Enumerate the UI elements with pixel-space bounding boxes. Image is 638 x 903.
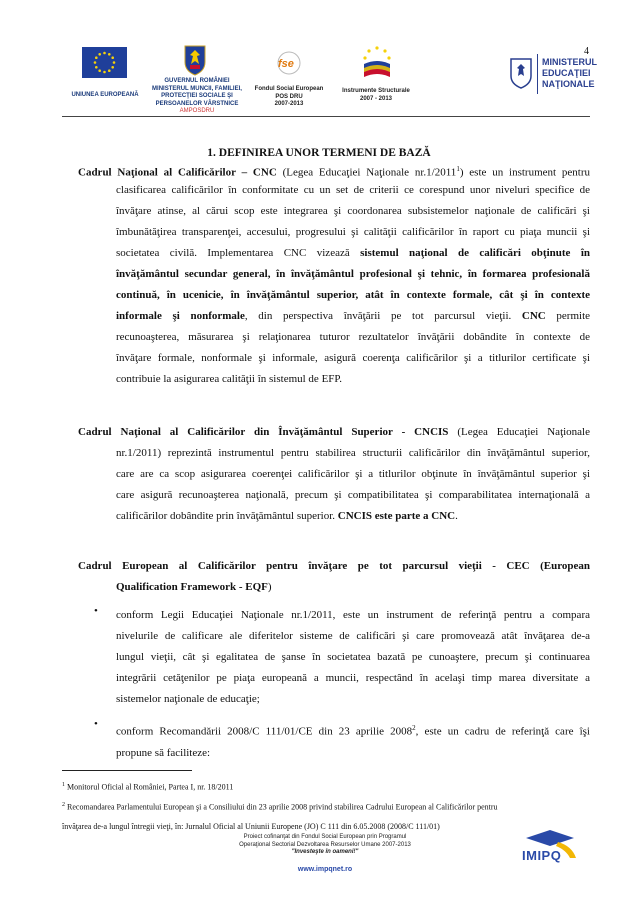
ministry-crest-logo <box>508 56 534 90</box>
cncis-line: care asigură recunoaşterea naţională, precum şi compatibilitatea şi comparabilitatea internaţională a <box>116 489 590 501</box>
cncis-lead-text: (Legea Educaţiei Naţionale <box>448 426 590 438</box>
bullet-line: conform Recomandării 2008/C 111/01/CE din 23 aprilie 2008$^2$, este un cadru de referinţă care îşi <box>116 724 590 738</box>
eu-flag-logo <box>82 47 127 78</box>
gov-line-4: PERSOANELOR VÂRSTNICE <box>155 100 239 107</box>
bullet-line: sistemelor naţionale de educaţie; <box>116 693 260 705</box>
fse-line-1: Fondul Social European <box>254 86 324 92</box>
is-line-2: 2007 - 2013 <box>359 95 393 102</box>
footnote-num: 2 <box>62 802 65 808</box>
ministry-label <box>542 57 597 90</box>
footer-line-2: Operaţional Sectorial Dezvoltarea Resurselor Umane 2007-2013 <box>239 841 411 848</box>
footnote-ref-2: 2 <box>412 724 416 732</box>
cnc-line: învăţare formale, nonformale şi informale, asigură coerenţa calificărilor şi a titlurilor certificate şi <box>116 352 590 364</box>
gov-line-3: PROTECŢIEI SOCIALE ŞI <box>161 93 233 99</box>
gov-line-2: MINISTERUL MUNCII, FAMILIEI, <box>152 85 242 92</box>
footnote-2: $^2$ Recomandarea Parlamentului European şi a Consiliului din 23 aprilie 2008 privind stabilirea Cadrului European al Calificărilor pentru învăţarea de-a lungul întregii vieţi, în: Jurnalul Oficial al Uniunii Europene (JO) C 111 din 6.05.2008 (2008/C 111/01) <box>62 802 498 831</box>
fse-line-2: POS DRU <box>275 93 303 100</box>
bullet-line: propune să faciliteze: <box>116 746 211 759</box>
cnc-line: învăţare atinse, al cărui scop este integrarea şi coordonarea subsistemelor naţionale de calificări şi <box>116 205 590 217</box>
page-number: 4 <box>584 46 589 57</box>
gov-sub: AMPOSDRU <box>179 108 215 114</box>
cnc-term: Cadrul Naţional al Calificărilor – CNC <box>78 166 277 179</box>
cnc-line: societatea civilă. Implementarea CNC vizează sistemul naţional de calificări obţinute în <box>116 247 590 259</box>
header-rule <box>62 116 590 117</box>
gov-line-1: GUVERNUL ROMÂNIEI <box>164 78 230 84</box>
cnc-line: îmbunătăţirea transparenţei, accesului, progresului şi calităţii calificărilor în raport cu piaţa muncii şi <box>116 226 590 238</box>
footer-url[interactable]: www.impqnet.ro <box>297 866 353 873</box>
cncis-definition <box>116 443 590 527</box>
footer-slogan: "Investeşte în oameni!" <box>291 849 359 855</box>
bullet-icon: • <box>94 718 98 730</box>
ministry-line-1: MINISTERUL <box>542 57 597 67</box>
footnote-1: $^1$ Monitorul Oficial al României, Partea I, nr. 18/2011 <box>62 782 234 792</box>
imipq-logo-text: IMIPQ <box>522 848 562 863</box>
footnote-num: 1 <box>62 782 65 788</box>
bullet-line: conform Legii Educaţiei Naţionale nr.1/2011, este un instrument de referinţă pentru a compara <box>116 609 590 621</box>
cnc-line: învăţământul secundar general, în învăţământul profesional şi tehnic, în formarea profesională <box>116 268 590 280</box>
cec-bullet-1 <box>116 605 590 710</box>
is-line-1: Instrumente Structurale <box>342 88 410 94</box>
svg-text:fse: fse <box>278 58 294 70</box>
fse-line-3: 2007-2013 <box>274 101 304 107</box>
cnc-line: clasificarea calificărilor în conformitate cu un set de criterii ce corespund unor niveluri specifice de <box>116 184 590 196</box>
cncis-line: care are ca scop asigurarea coerenţei calificărilor şi a titlurilor obţinute în învăţământul superior şi <box>116 468 590 480</box>
cnc-line: contribuie la asigurarea calităţii în sistemul de EFP. <box>116 373 343 385</box>
cnc-line: recunoaşterea, măsurarea şi relaţionarea tuturor rezultatelor învăţării dobândite în contexte de <box>116 331 590 343</box>
cec-lead <box>78 556 590 577</box>
cncis-lead <box>78 422 590 443</box>
bullet-line: integrării cetăţenilor pe piaţa europeană a muncii, respectând în acelaşi timp marea diversitate a <box>116 672 590 684</box>
coat-of-arms-logo <box>182 44 208 76</box>
cec-term: Cadrul European al Calificărilor pentru învăţare pe tot parcursul vieţii - CEC (European <box>78 560 590 572</box>
bullet-line: lungul vieţii, cât şi egalitatea de şanse în societatea bazată pe cunoaştere, precum şi continuarea <box>116 651 590 663</box>
footer-text <box>200 834 450 857</box>
bullet-line: nivelurile de calificare ale diferitelor sisteme de calificări şi care promovează atât învăţarea de-a <box>116 630 590 642</box>
eu-label: UNIUNEA EUROPEANĂ <box>71 92 139 98</box>
cnc-definition <box>116 180 590 390</box>
cnc-lead-end: ) este un instrument pentru <box>459 166 590 179</box>
fse-logo <box>269 50 309 76</box>
structural-instruments-logo <box>356 44 398 80</box>
footnote-rule <box>62 770 192 771</box>
government-label <box>145 78 249 116</box>
cnc-lead-text: (Legea Educaţiei Naţionale nr.1/2011 <box>276 166 457 179</box>
ministry-line-3: NAŢIONALE <box>542 79 595 89</box>
footer-line-1: Proiect cofinanţat din Fondul Social European prin Programul <box>243 834 407 840</box>
cncis-line: nr.1/2011) reprezintă instrumentul pentru stabilirea structurii calificărilor din învăţământul superior, <box>116 447 590 459</box>
cncis-term: Cadrul Naţional al Calificărilor din Învăţământul Superior - CNCIS <box>78 426 449 438</box>
cec-bullet-2 <box>116 718 590 764</box>
header <box>0 0 638 118</box>
cnc-line: informale şi nonformale, din perspectiva învăţării pe tot parcursul vieţii. CNC permite <box>116 310 591 322</box>
bullet-icon: • <box>94 605 98 617</box>
page-title: 1. DEFINIREA UNOR TERMENI DE BAZĂ <box>207 147 431 159</box>
footnote-ref-1: 1 <box>456 165 460 173</box>
cnc-line: continuă, în ucenicie, în învăţământul superior, atât în contexte formale, cât şi în contexte <box>116 289 590 301</box>
ministry-separator <box>537 54 538 94</box>
cec-lead-line-2: Qualification Framework - EQF) <box>116 581 272 593</box>
ministry-line-2: EDUCAŢIEI <box>542 68 591 78</box>
structural-instruments-label <box>334 88 418 103</box>
cncis-line: calificărilor dobândite prin învăţământul superior. CNCIS este parte a CNC. <box>116 510 458 522</box>
eqf-term: Qualification Framework - EQF <box>116 581 268 593</box>
fse-label <box>251 86 327 109</box>
